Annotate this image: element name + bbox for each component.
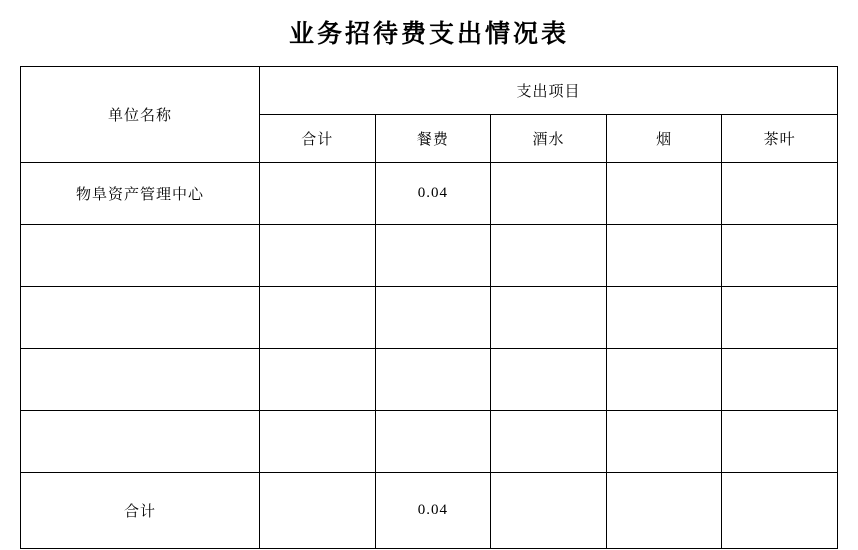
- header-col-tea: 茶叶: [722, 115, 838, 163]
- table-row: [21, 287, 838, 349]
- header-unit-name: 单位名称: [21, 67, 260, 163]
- row-value-tobacco: [606, 287, 722, 349]
- page-title: 业务招待费支出情况表: [288, 21, 569, 48]
- row-value-meals: [375, 225, 491, 287]
- row-value-total: [260, 287, 376, 349]
- row-value-total: [260, 163, 376, 225]
- row-value-tea: [722, 349, 838, 411]
- row-value-meals: 0.04: [375, 163, 491, 225]
- row-value-tea: [722, 163, 838, 225]
- table-row: [21, 349, 838, 411]
- total-value-tea: [722, 473, 838, 549]
- header-col-total: 合计: [260, 115, 376, 163]
- table-row: [21, 163, 838, 225]
- row-unit-name: [21, 349, 260, 411]
- row-value-total: [260, 349, 376, 411]
- row-value-tea: [722, 411, 838, 473]
- total-value-total: [260, 473, 376, 549]
- row-value-total: [260, 411, 376, 473]
- row-value-tobacco: [606, 225, 722, 287]
- row-value-tea: [722, 225, 838, 287]
- row-value-meals: [375, 411, 491, 473]
- table-row: [21, 411, 838, 473]
- total-row-label: 合计: [21, 473, 260, 549]
- header-col-drinks: 酒水: [491, 115, 607, 163]
- row-value-tobacco: [606, 349, 722, 411]
- row-value-drinks: [491, 349, 607, 411]
- row-value-drinks: [491, 163, 607, 225]
- row-unit-name: [21, 411, 260, 473]
- row-value-total: [260, 225, 376, 287]
- row-value-drinks: [491, 225, 607, 287]
- row-unit-name: [21, 225, 260, 287]
- row-value-meals: [375, 349, 491, 411]
- row-value-drinks: [491, 287, 607, 349]
- total-value-tobacco: [606, 473, 722, 549]
- row-value-meals: [375, 287, 491, 349]
- header-col-tobacco: 烟: [606, 115, 722, 163]
- row-value-tea: [722, 287, 838, 349]
- table-header-group-row: [21, 67, 838, 115]
- table-row: [21, 225, 838, 287]
- row-value-drinks: [491, 411, 607, 473]
- expense-table: [20, 66, 838, 549]
- row-value-tobacco: [606, 163, 722, 225]
- header-expense-items: 支出项目: [260, 67, 838, 115]
- header-col-meals: 餐费: [375, 115, 491, 163]
- row-value-tobacco: [606, 411, 722, 473]
- total-value-drinks: [491, 473, 607, 549]
- row-unit-name: 物阜资产管理中心: [21, 163, 260, 225]
- table-total-row: [21, 473, 838, 549]
- row-unit-name: [21, 287, 260, 349]
- total-value-meals: 0.04: [375, 473, 491, 549]
